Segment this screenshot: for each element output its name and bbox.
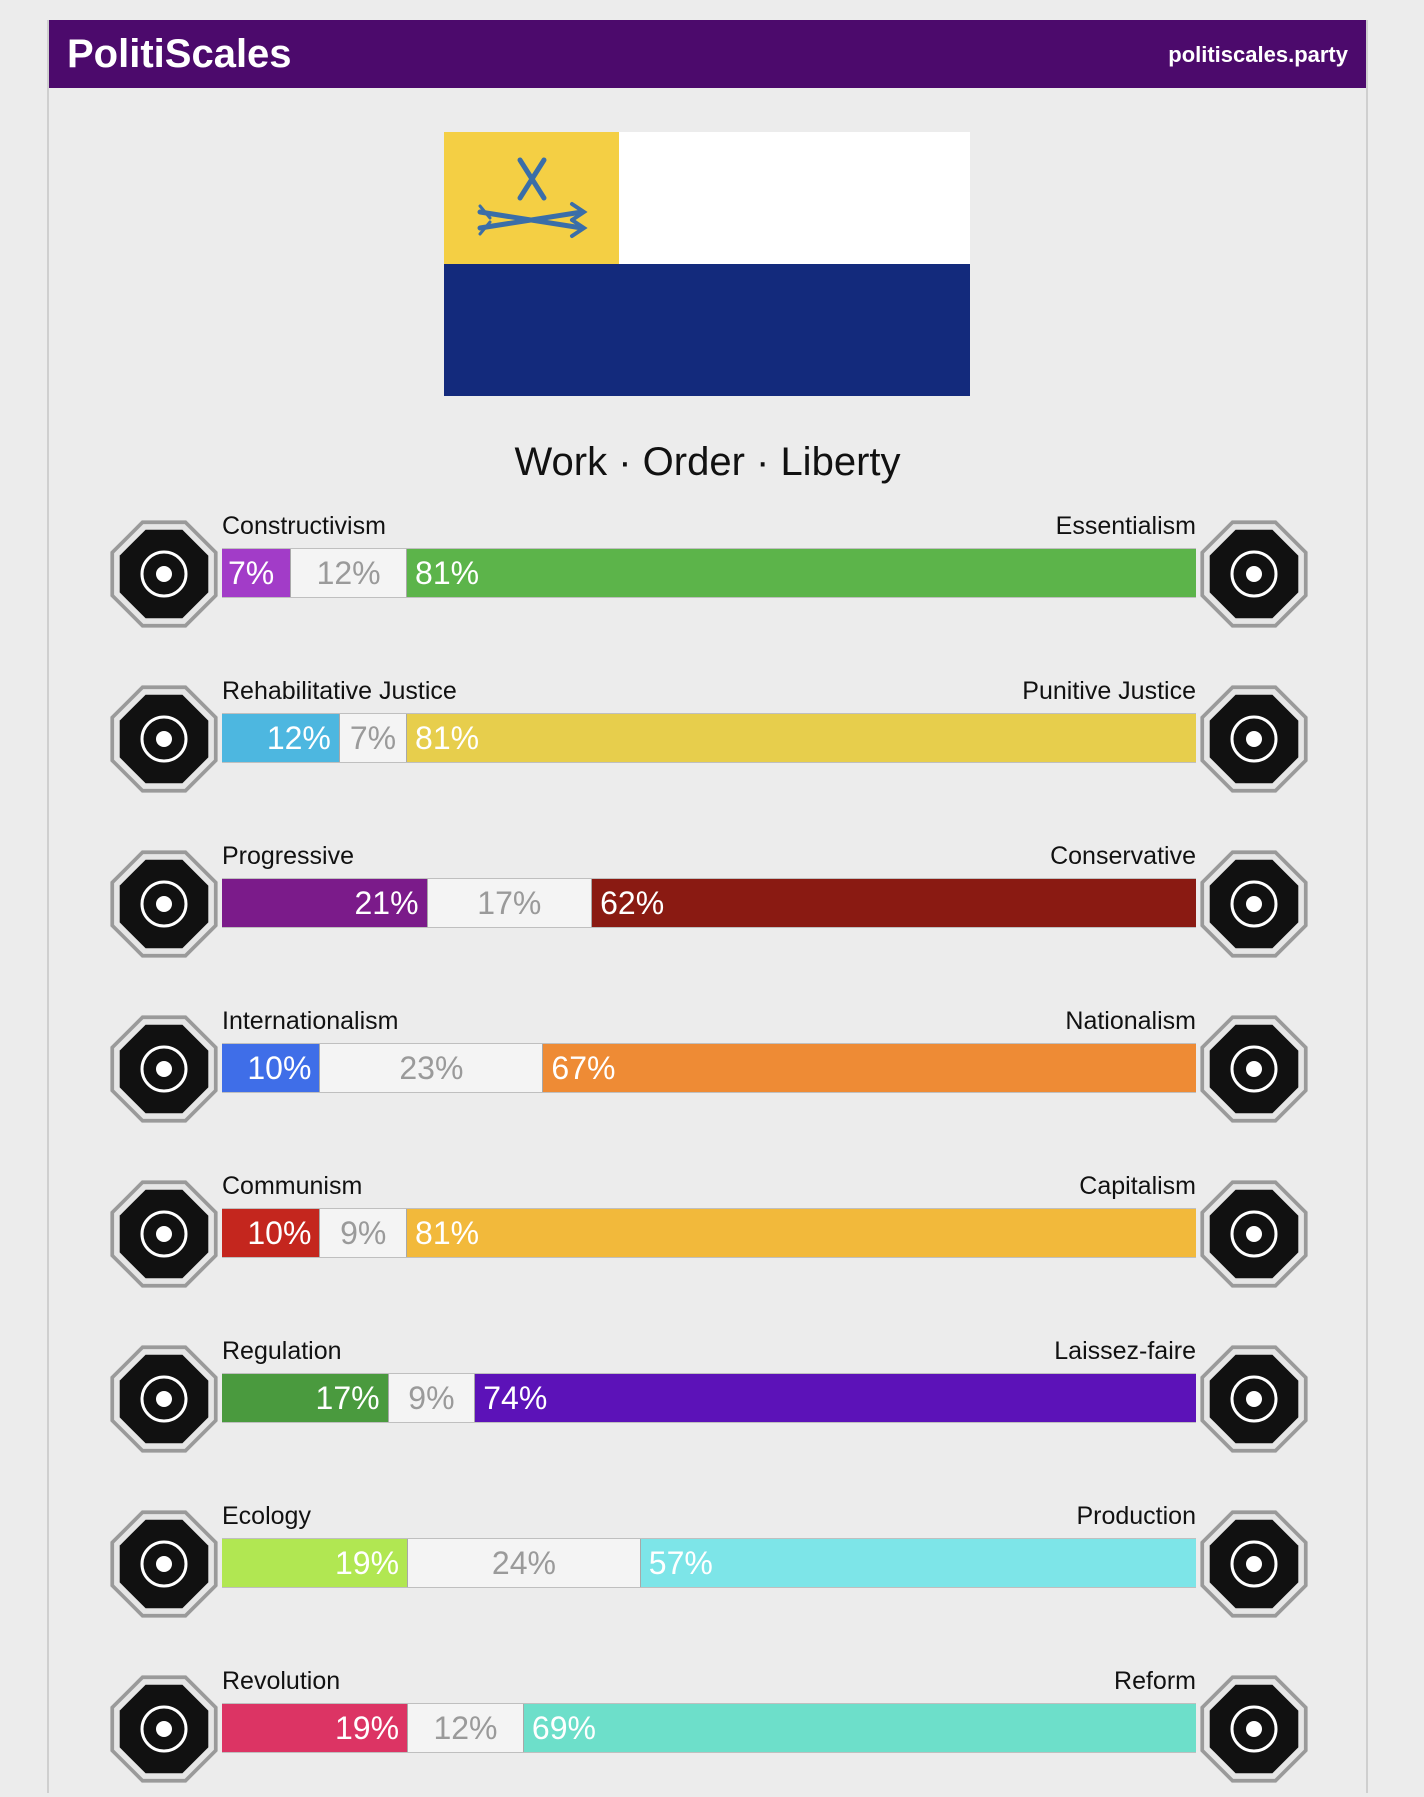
ruler-icon xyxy=(104,1339,224,1459)
axis-left-segment: 12% xyxy=(222,714,339,762)
axis-left-segment: 17% xyxy=(222,1374,388,1422)
axis-left-segment: 19% xyxy=(222,1539,407,1587)
axis-bar xyxy=(222,713,1196,763)
axis-left-label: Regulation xyxy=(222,1337,342,1365)
axis-left-segment: 19% xyxy=(222,1704,407,1752)
globe-icon xyxy=(104,1009,224,1129)
axis-right-label: Punitive Justice xyxy=(1022,677,1196,705)
axis-right-label: Essentialism xyxy=(1055,512,1196,540)
ballot-icon xyxy=(1194,1669,1314,1789)
axis-right-segment: 67% xyxy=(543,1044,1196,1092)
axis-row xyxy=(104,677,1314,807)
flower-icon xyxy=(1194,514,1314,634)
axis-neutral-segment: 17% xyxy=(427,879,593,927)
axis-right-segment: 81% xyxy=(407,714,1196,762)
money-bag-icon xyxy=(1194,1174,1314,1294)
gear-icon xyxy=(1194,1504,1314,1624)
header-bar xyxy=(49,20,1366,88)
axis-bar xyxy=(222,1373,1196,1423)
axis-bar xyxy=(222,1208,1196,1258)
prison-bars-icon xyxy=(1194,679,1314,799)
axis-left-segment: 21% xyxy=(222,879,427,927)
axis-left-label: Internationalism xyxy=(222,1007,399,1035)
axis-right-segment: 62% xyxy=(592,879,1196,927)
axis-neutral-segment: 12% xyxy=(407,1704,524,1752)
axis-bar xyxy=(222,878,1196,928)
axis-bar xyxy=(222,1043,1196,1093)
axis-row xyxy=(104,512,1314,642)
handshake-icon xyxy=(104,679,224,799)
axis-bar xyxy=(222,1703,1196,1753)
eye-icon xyxy=(104,514,224,634)
fist-icon xyxy=(104,1669,224,1789)
axis-row xyxy=(104,1337,1314,1467)
flag-icon xyxy=(1194,1009,1314,1129)
axis-right-label: Conservative xyxy=(1050,842,1196,870)
axis-right-segment: 57% xyxy=(641,1539,1196,1587)
axis-right-segment: 74% xyxy=(475,1374,1196,1422)
axis-left-label: Rehabilitative Justice xyxy=(222,677,457,705)
results-page xyxy=(47,20,1368,1793)
axis-neutral-segment: 7% xyxy=(339,714,407,762)
axis-left-label: Ecology xyxy=(222,1502,311,1530)
axis-left-label: Revolution xyxy=(222,1667,341,1695)
axis-neutral-segment: 12% xyxy=(290,549,407,597)
axis-left-label: Progressive xyxy=(222,842,354,870)
axis-bar xyxy=(222,548,1196,598)
axis-right-segment: 69% xyxy=(524,1704,1196,1752)
axis-neutral-segment: 9% xyxy=(319,1209,407,1257)
result-flag xyxy=(444,132,970,396)
sprout-icon xyxy=(104,1504,224,1624)
axis-neutral-segment: 23% xyxy=(319,1044,543,1092)
axis-right-label: Production xyxy=(1076,1502,1196,1530)
axis-left-label: Constructivism xyxy=(222,512,386,540)
axis-right-segment: 81% xyxy=(407,549,1196,597)
axis-row xyxy=(104,1502,1314,1632)
rocket-icon xyxy=(104,844,224,964)
axis-left-label: Communism xyxy=(222,1172,363,1200)
axis-left-segment: 7% xyxy=(222,549,290,597)
axis-right-label: Capitalism xyxy=(1079,1172,1196,1200)
flag-motto: Work · Order · Liberty xyxy=(514,440,901,484)
axis-neutral-segment: 24% xyxy=(407,1539,641,1587)
axis-row xyxy=(104,1007,1314,1137)
axis-row xyxy=(104,1172,1314,1302)
axis-row xyxy=(104,1667,1314,1797)
hammer-sickle-icon xyxy=(104,1174,224,1294)
axis-row xyxy=(104,842,1314,972)
axis-neutral-segment: 9% xyxy=(388,1374,476,1422)
axis-left-segment: 10% xyxy=(222,1044,319,1092)
axis-right-label: Laissez-faire xyxy=(1054,1337,1196,1365)
axis-right-label: Nationalism xyxy=(1065,1007,1196,1035)
axis-left-segment: 10% xyxy=(222,1209,319,1257)
quill-icon xyxy=(1194,844,1314,964)
axis-bar xyxy=(222,1538,1196,1588)
axis-right-segment: 81% xyxy=(407,1209,1196,1257)
axis-right-label: Reform xyxy=(1114,1667,1196,1695)
brand-title[interactable]: PolitiScales xyxy=(67,32,292,76)
site-link[interactable]: politiscales.party xyxy=(1168,42,1348,67)
butterfly-icon xyxy=(1194,1339,1314,1459)
